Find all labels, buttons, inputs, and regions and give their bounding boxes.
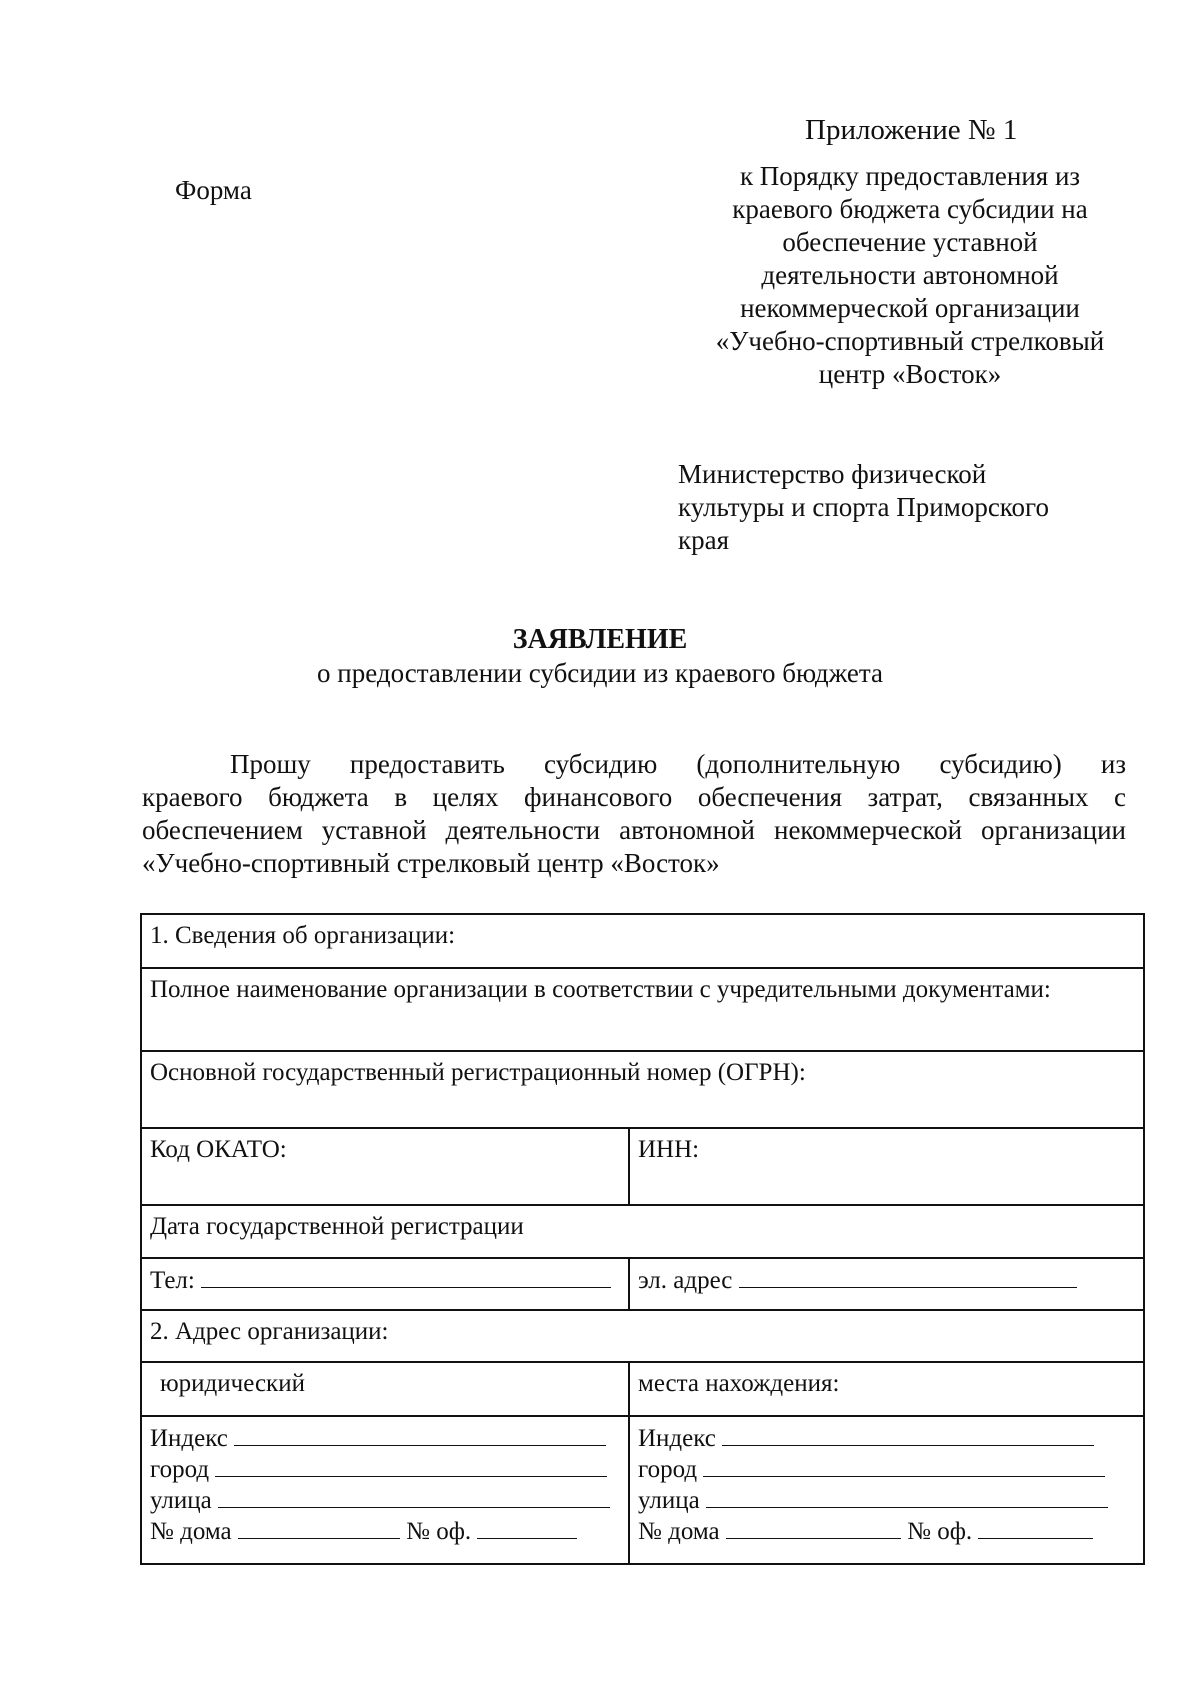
- document-subtitle: о предоставлении субсидии из краевого бюджета: [317, 658, 883, 688]
- legal-street-blank[interactable]: [218, 1485, 610, 1508]
- appendix-line: центр «Восток»: [818, 359, 1002, 389]
- document-title: ЗАЯВЛЕНИЕ: [512, 624, 688, 655]
- location-office-label: № оф.: [907, 1518, 973, 1545]
- location-office-blank[interactable]: [978, 1516, 1093, 1539]
- form-label: Форма: [175, 175, 252, 205]
- okato-label: Код ОКАТО:: [150, 1136, 287, 1163]
- appendix-reference: [690, 160, 1130, 391]
- location-street-blank[interactable]: [706, 1485, 1108, 1508]
- paragraph-line: обеспечением уставной деятельности автономной некоммерческой организации: [142, 815, 1126, 845]
- recipient-line: Министерство физической: [678, 459, 987, 489]
- phone-blank[interactable]: [201, 1265, 611, 1288]
- legal-office-blank[interactable]: [477, 1516, 577, 1539]
- legal-index-label: Индекс: [150, 1425, 228, 1452]
- section1-heading: 1. Сведения об организации:: [141, 914, 1144, 968]
- full-name-label: Полное наименование организации в соответствии с учредительными документами:: [150, 976, 1051, 1003]
- location-street-label: улица: [638, 1487, 700, 1514]
- section2-heading: 2. Адрес организации:: [141, 1310, 1144, 1362]
- legal-city-label: город: [150, 1456, 210, 1483]
- inn-field[interactable]: [629, 1128, 1144, 1205]
- location-house-blank[interactable]: [726, 1516, 901, 1539]
- email-blank[interactable]: [739, 1265, 1077, 1288]
- phone-label: Тел:: [150, 1267, 195, 1294]
- ogrn-field[interactable]: [141, 1051, 1144, 1128]
- location-address-block: [629, 1416, 1144, 1564]
- appendix-line: «Учебно-спортивный стрелковый: [715, 326, 1105, 356]
- legal-street-label: улица: [150, 1487, 212, 1514]
- paragraph-line: Прошу предоставить субсидию (дополнительную субсидию) из: [230, 749, 1126, 779]
- email-label: эл. адрес: [638, 1267, 733, 1294]
- inn-label: ИНН:: [638, 1136, 700, 1163]
- reg-date-label: Дата государственной регистрации: [150, 1213, 524, 1240]
- phone-field[interactable]: [141, 1258, 629, 1310]
- paragraph-line: «Учебно-спортивный стрелковый центр «Восток»: [142, 848, 720, 878]
- appendix-line: к Порядку предоставления из: [739, 161, 1081, 191]
- location-city-blank[interactable]: [703, 1454, 1105, 1477]
- reg-date-field[interactable]: [141, 1205, 1144, 1258]
- legal-index-blank[interactable]: [234, 1423, 606, 1446]
- appendix-line: обеспечение уставной: [782, 227, 1038, 257]
- legal-house-blank[interactable]: [238, 1516, 400, 1539]
- location-index-label: Индекс: [638, 1425, 716, 1452]
- recipient-line: культуры и спорта Приморского: [678, 492, 1049, 522]
- location-house-label: № дома: [638, 1518, 720, 1545]
- appendix-line: некоммерческой организации: [740, 293, 1080, 323]
- email-field[interactable]: [629, 1258, 1144, 1310]
- legal-address-label: юридический: [160, 1370, 305, 1397]
- paragraph-line: краевого бюджета в целях финансового обеспечения затрат, связанных с: [142, 782, 1126, 812]
- recipient-line: края: [678, 525, 730, 555]
- recipient-block: [678, 458, 1049, 557]
- legal-house-label: № дома: [150, 1518, 232, 1545]
- appendix-line: деятельности автономной: [761, 260, 1059, 290]
- legal-address-heading: [141, 1362, 629, 1416]
- legal-address-block: [141, 1416, 629, 1564]
- full-name-field[interactable]: [141, 968, 1144, 1051]
- legal-office-label: № оф.: [406, 1518, 472, 1545]
- okato-field[interactable]: [141, 1128, 629, 1205]
- appendix-line: краевого бюджета субсидии на: [732, 194, 1088, 224]
- organization-form-table: [140, 913, 1145, 1565]
- legal-city-blank[interactable]: [215, 1454, 607, 1477]
- appendix-title: Приложение № 1: [805, 114, 1018, 146]
- location-city-label: город: [638, 1456, 698, 1483]
- ogrn-label: Основной государственный регистрационный номер (ОГРН):: [150, 1059, 806, 1086]
- location-address-heading: места нахождения:: [629, 1362, 1144, 1416]
- request-paragraph: [142, 748, 1126, 880]
- location-index-blank[interactable]: [722, 1423, 1094, 1446]
